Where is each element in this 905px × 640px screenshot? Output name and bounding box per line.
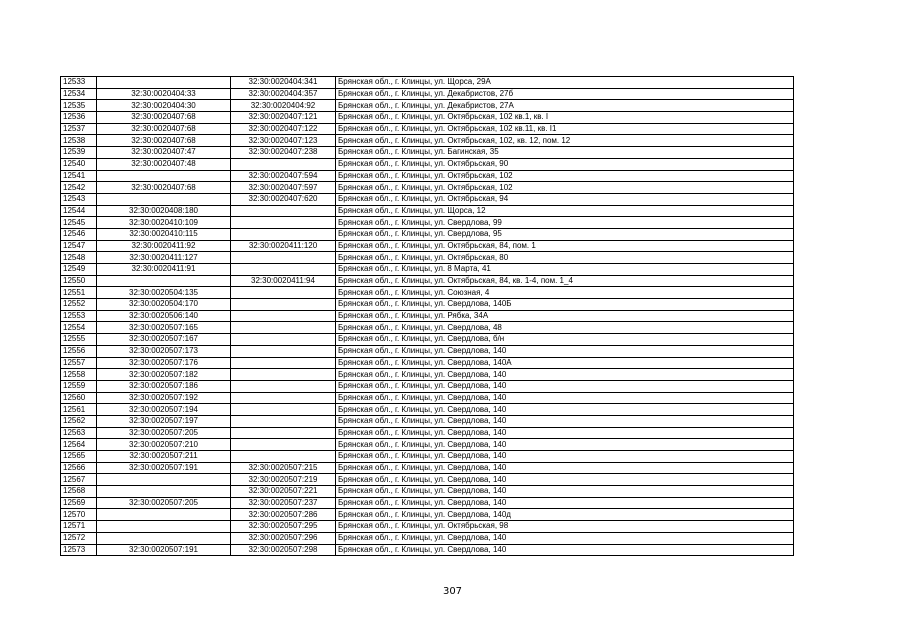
table-row [61,544,794,556]
row-number-cell: 12563 [61,427,97,439]
address-cell: Брянская обл., г. Клинцы, ул. Свердлова, 140 [336,392,794,404]
row-number-cell: 12557 [61,357,97,369]
cadastral-number-cell: 32:30:0020411:92 [97,240,231,252]
object-cadastral-number-cell [231,451,336,463]
cadastral-number-cell: 32:30:0020407:68 [97,135,231,147]
object-cadastral-number-cell [231,299,336,311]
cadastral-number-cell [97,170,231,182]
cadastral-number-cell [97,193,231,205]
row-number-cell: 12544 [61,205,97,217]
object-cadastral-number-cell: 32:30:0020507:298 [231,544,336,556]
row-number-cell: 12560 [61,392,97,404]
cadastral-number-cell: 32:30:0020507:191 [97,462,231,474]
row-number-cell: 12559 [61,380,97,392]
row-number-cell: 12549 [61,264,97,276]
table-row [61,123,794,135]
table-row [61,392,794,404]
table-row [61,135,794,147]
page-number: 307 [442,586,463,597]
cadastral-number-cell: 32:30:0020507:210 [97,439,231,451]
table-row [61,252,794,264]
row-number-cell: 12572 [61,532,97,544]
address-cell: Брянская обл., г. Клинцы, ул. Октябрьская, 84, пом. 1 [336,240,794,252]
object-cadastral-number-cell [231,415,336,427]
cadastral-number-cell [97,275,231,287]
object-cadastral-number-cell: 32:30:0020407:594 [231,170,336,182]
object-cadastral-number-cell: 32:30:0020507:219 [231,474,336,486]
address-cell: Брянская обл., г. Клинцы, ул. Союзная, 4 [336,287,794,299]
object-cadastral-number-cell: 32:30:0020407:121 [231,112,336,124]
object-cadastral-number-cell [231,158,336,170]
address-cell: Брянская обл., г. Клинцы, ул. Октябрьская, 102, кв. 12, пом. 12 [336,135,794,147]
row-number-cell: 12555 [61,334,97,346]
address-cell: Брянская обл., г. Клинцы, ул. Октябрьская, 98 [336,521,794,533]
object-cadastral-number-cell: 32:30:0020407:122 [231,123,336,135]
table-row [61,193,794,205]
address-cell: Брянская обл., г. Клинцы, ул. Свердлова, 140 [336,345,794,357]
address-cell: Брянская обл., г. Клинцы, ул. Свердлова, 140 [336,427,794,439]
cadastral-number-cell: 32:30:0020408:180 [97,205,231,217]
address-cell: Брянская обл., г. Клинцы, ул. Свердлова, 140 [336,486,794,498]
row-number-cell: 12550 [61,275,97,287]
row-number-cell: 12558 [61,369,97,381]
table-row [61,264,794,276]
table-row [61,474,794,486]
object-cadastral-number-cell: 32:30:0020411:94 [231,275,336,287]
address-cell: Брянская обл., г. Клинцы, ул. Свердлова, 140 [336,415,794,427]
cadastral-number-cell: 32:30:0020504:135 [97,287,231,299]
table-row [61,275,794,287]
object-cadastral-number-cell [231,357,336,369]
row-number-cell: 12570 [61,509,97,521]
row-number-cell: 12556 [61,345,97,357]
row-number-cell: 12545 [61,217,97,229]
row-number-cell: 12537 [61,123,97,135]
address-cell: Брянская обл., г. Клинцы, ул. Октябрьская, 84, кв. 1-4, пом. 1_4 [336,275,794,287]
row-number-cell: 12573 [61,544,97,556]
cadastral-number-cell: 32:30:0020507:211 [97,451,231,463]
row-number-cell: 12567 [61,474,97,486]
table-row [61,287,794,299]
row-number-cell: 12540 [61,158,97,170]
cadastral-number-cell: 32:30:0020506:140 [97,310,231,322]
address-cell: Брянская обл., г. Клинцы, ул. Свердлова, 99 [336,217,794,229]
cadastral-number-cell [97,77,231,89]
address-cell: Брянская обл., г. Клинцы, ул. Свердлова, 140 [336,439,794,451]
cadastral-number-cell [97,486,231,498]
object-cadastral-number-cell [231,228,336,240]
object-cadastral-number-cell [231,287,336,299]
object-cadastral-number-cell [231,392,336,404]
address-cell: Брянская обл., г. Клинцы, ул. Свердлова, 140 [336,474,794,486]
address-cell: Брянская обл., г. Клинцы, ул. Рябка, 34А [336,310,794,322]
object-cadastral-number-cell [231,345,336,357]
object-cadastral-number-cell [231,252,336,264]
table-row [61,369,794,381]
object-cadastral-number-cell: 32:30:0020507:237 [231,497,336,509]
cadastral-number-cell: 32:30:0020407:68 [97,123,231,135]
object-cadastral-number-cell: 32:30:0020407:123 [231,135,336,147]
table-row [61,439,794,451]
row-number-cell: 12561 [61,404,97,416]
row-number-cell: 12548 [61,252,97,264]
address-cell: Брянская обл., г. Клинцы, ул. Свердлова, 48 [336,322,794,334]
cadastral-number-cell: 32:30:0020507:205 [97,497,231,509]
row-number-cell: 12553 [61,310,97,322]
cadastral-number-cell: 32:30:0020507:182 [97,369,231,381]
address-cell: Брянская обл., г. Клинцы, ул. Щорса, 12 [336,205,794,217]
table-row [61,521,794,533]
property-registry-table [60,76,794,556]
table-row [61,299,794,311]
cadastral-number-cell: 32:30:0020407:47 [97,147,231,159]
cadastral-number-cell: 32:30:0020507:186 [97,380,231,392]
table-row [61,451,794,463]
address-cell: Брянская обл., г. Клинцы, ул. Октябрьская, 102 кв.1, кв. I [336,112,794,124]
cadastral-number-cell: 32:30:0020507:165 [97,322,231,334]
object-cadastral-number-cell [231,322,336,334]
cadastral-number-cell: 32:30:0020410:109 [97,217,231,229]
registry-table-body [61,77,794,556]
table-row [61,486,794,498]
address-cell: Брянская обл., г. Клинцы, ул. Свердлова, 140А [336,357,794,369]
object-cadastral-number-cell [231,380,336,392]
object-cadastral-number-cell [231,264,336,276]
table-row [61,462,794,474]
address-cell: Брянская обл., г. Клинцы, ул. Свердлова, 140 [336,369,794,381]
cadastral-number-cell: 32:30:0020507:173 [97,345,231,357]
row-number-cell: 12539 [61,147,97,159]
table-row [61,322,794,334]
row-number-cell: 12571 [61,521,97,533]
table-row [61,147,794,159]
object-cadastral-number-cell [231,310,336,322]
cadastral-number-cell: 32:30:0020507:194 [97,404,231,416]
table-row [61,357,794,369]
row-number-cell: 12534 [61,88,97,100]
object-cadastral-number-cell: 32:30:0020507:286 [231,509,336,521]
object-cadastral-number-cell: 32:30:0020507:296 [231,532,336,544]
object-cadastral-number-cell [231,205,336,217]
cadastral-number-cell [97,474,231,486]
address-cell: Брянская обл., г. Клинцы, ул. Октябрьская, 94 [336,193,794,205]
table-row [61,509,794,521]
cadastral-number-cell: 32:30:0020507:205 [97,427,231,439]
object-cadastral-number-cell: 32:30:0020407:238 [231,147,336,159]
object-cadastral-number-cell: 32:30:0020404:92 [231,100,336,112]
row-number-cell: 12542 [61,182,97,194]
row-number-cell: 12541 [61,170,97,182]
address-cell: Брянская обл., г. Клинцы, ул. Октябрьская, 102 [336,182,794,194]
table-row [61,345,794,357]
table-row [61,217,794,229]
row-number-cell: 12533 [61,77,97,89]
row-number-cell: 12547 [61,240,97,252]
cadastral-number-cell: 32:30:0020411:127 [97,252,231,264]
table-row [61,532,794,544]
row-number-cell: 12568 [61,486,97,498]
table-row [61,182,794,194]
table-row [61,170,794,182]
cadastral-number-cell: 32:30:0020507:191 [97,544,231,556]
row-number-cell: 12535 [61,100,97,112]
address-cell: Брянская обл., г. Клинцы, ул. Свердлова, 140 [336,380,794,392]
address-cell: Брянская обл., г. Клинцы, ул. 8 Марта, 41 [336,264,794,276]
table-row [61,205,794,217]
cadastral-number-cell [97,532,231,544]
cadastral-number-cell: 32:30:0020407:68 [97,112,231,124]
cadastral-number-cell: 32:30:0020411:91 [97,264,231,276]
row-number-cell: 12546 [61,228,97,240]
table-row [61,88,794,100]
address-cell: Брянская обл., г. Клинцы, ул. Свердлова, 140 [336,532,794,544]
table-row [61,380,794,392]
table-row [61,334,794,346]
address-cell: Брянская обл., г. Клинцы, ул. Октябрьская, 90 [336,158,794,170]
table-row [61,404,794,416]
address-cell: Брянская обл., г. Клинцы, ул. Свердлова, 140Б [336,299,794,311]
cadastral-number-cell: 32:30:0020404:33 [97,88,231,100]
object-cadastral-number-cell [231,334,336,346]
address-cell: Брянская обл., г. Клинцы, ул. Декабристов, 27А [336,100,794,112]
object-cadastral-number-cell: 32:30:0020507:215 [231,462,336,474]
cadastral-number-cell [97,521,231,533]
cadastral-number-cell: 32:30:0020507:176 [97,357,231,369]
address-cell: Брянская обл., г. Клинцы, ул. Свердлова, 140 [336,451,794,463]
object-cadastral-number-cell [231,439,336,451]
row-number-cell: 12536 [61,112,97,124]
address-cell: Брянская обл., г. Клинцы, ул. Свердлова, 140 [336,544,794,556]
address-cell: Брянская обл., г. Клинцы, ул. Октябрьская, 102 кв.11, кв. I1 [336,123,794,135]
row-number-cell: 12551 [61,287,97,299]
address-cell: Брянская обл., г. Клинцы, ул. Свердлова, 140 [336,462,794,474]
object-cadastral-number-cell: 32:30:0020411:120 [231,240,336,252]
table-row [61,100,794,112]
row-number-cell: 12538 [61,135,97,147]
cadastral-number-cell: 32:30:0020507:192 [97,392,231,404]
row-number-cell: 12562 [61,415,97,427]
object-cadastral-number-cell [231,404,336,416]
object-cadastral-number-cell [231,427,336,439]
table-row [61,158,794,170]
row-number-cell: 12564 [61,439,97,451]
row-number-cell: 12566 [61,462,97,474]
row-number-cell: 12565 [61,451,97,463]
row-number-cell: 12569 [61,497,97,509]
address-cell: Брянская обл., г. Клинцы, ул. Свердлова, б/н [336,334,794,346]
object-cadastral-number-cell: 32:30:0020507:221 [231,486,336,498]
cadastral-number-cell: 32:30:0020404:30 [97,100,231,112]
row-number-cell: 12543 [61,193,97,205]
address-cell: Брянская обл., г. Клинцы, ул. Багинская, 35 [336,147,794,159]
table-row [61,112,794,124]
cadastral-number-cell: 32:30:0020507:167 [97,334,231,346]
table-row [61,77,794,89]
row-number-cell: 12552 [61,299,97,311]
row-number-cell: 12554 [61,322,97,334]
address-cell: Брянская обл., г. Клинцы, ул. Декабристов, 27б [336,88,794,100]
address-cell: Брянская обл., г. Клинцы, ул. Октябрьская, 102 [336,170,794,182]
cadastral-number-cell [97,509,231,521]
address-cell: Брянская обл., г. Клинцы, ул. Октябрьская, 80 [336,252,794,264]
table-row [61,427,794,439]
object-cadastral-number-cell: 32:30:0020407:620 [231,193,336,205]
object-cadastral-number-cell [231,369,336,381]
address-cell: Брянская обл., г. Клинцы, ул. Свердлова, 140 [336,497,794,509]
object-cadastral-number-cell [231,217,336,229]
table-row [61,310,794,322]
address-cell: Брянская обл., г. Клинцы, ул. Свердлова, 140 [336,404,794,416]
cadastral-number-cell: 32:30:0020407:68 [97,182,231,194]
object-cadastral-number-cell: 32:30:0020404:341 [231,77,336,89]
table-row [61,497,794,509]
table-row [61,240,794,252]
object-cadastral-number-cell: 32:30:0020407:597 [231,182,336,194]
cadastral-number-cell: 32:30:0020507:197 [97,415,231,427]
table-row [61,228,794,240]
object-cadastral-number-cell: 32:30:0020404:357 [231,88,336,100]
cadastral-number-cell: 32:30:0020407:48 [97,158,231,170]
table-row [61,415,794,427]
address-cell: Брянская обл., г. Клинцы, ул. Щорса, 29А [336,77,794,89]
address-cell: Брянская обл., г. Клинцы, ул. Свердлова, 140д [336,509,794,521]
address-cell: Брянская обл., г. Клинцы, ул. Свердлова, 95 [336,228,794,240]
cadastral-number-cell: 32:30:0020504:170 [97,299,231,311]
object-cadastral-number-cell: 32:30:0020507:295 [231,521,336,533]
cadastral-number-cell: 32:30:0020410:115 [97,228,231,240]
